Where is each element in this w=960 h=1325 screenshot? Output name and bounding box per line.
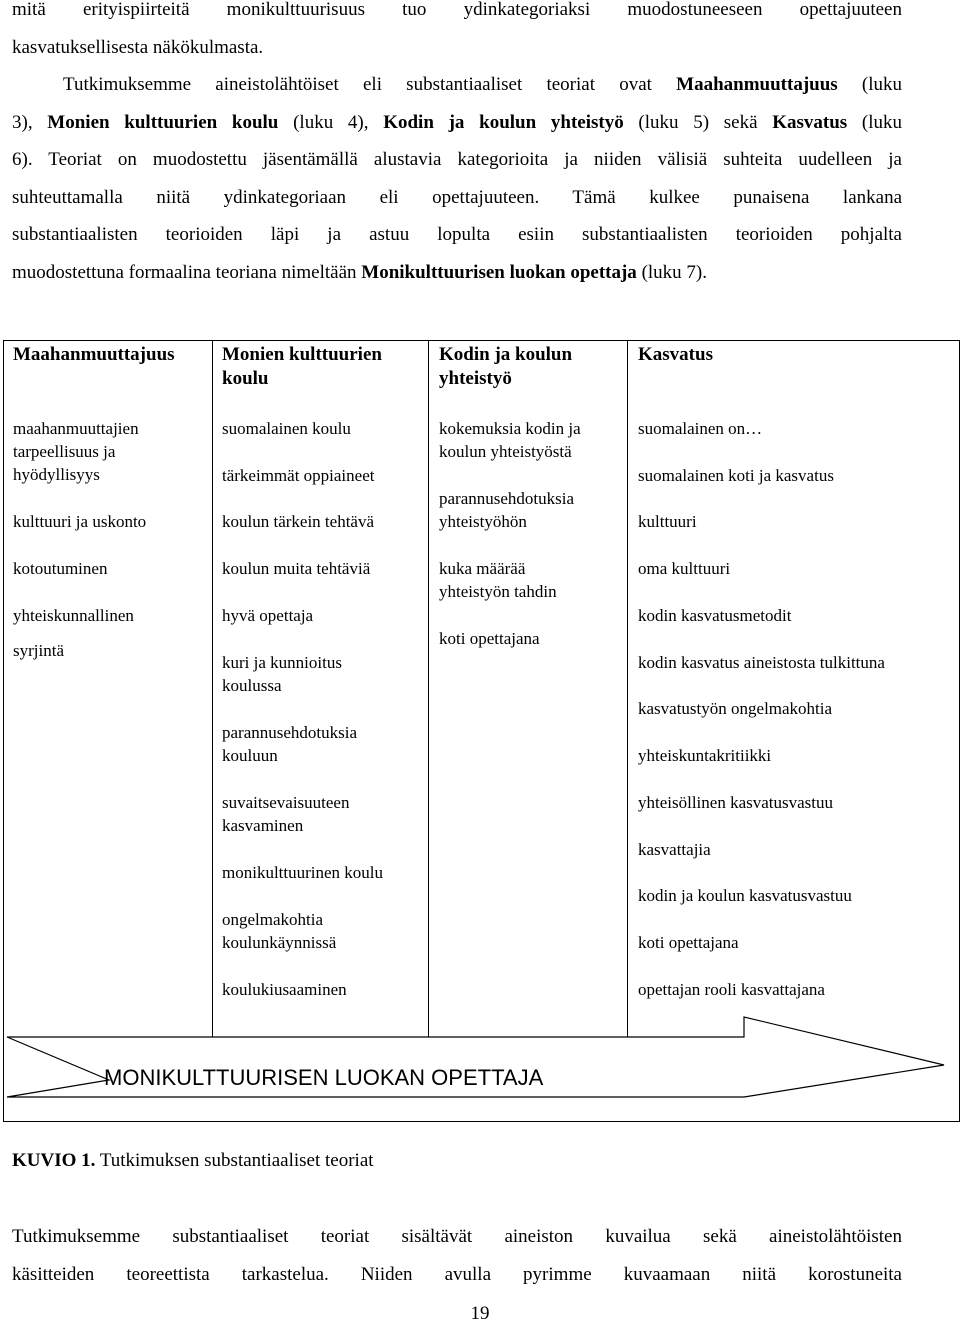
outro-line-1: Tutkimuksemme substantiaaliset teoriat sisältävät aineiston kuvailua sekä aineistolähtöisten xyxy=(12,1226,902,1247)
item-line: kuri ja kunnioitus xyxy=(222,653,342,672)
figure-caption xyxy=(12,1150,374,1172)
text-run: (luku 7). xyxy=(636,261,707,283)
item-line: kasvattajia xyxy=(638,840,711,859)
list-item xyxy=(638,464,834,487)
bold-term-monikulttuurisen-luokan-opettaja: Monikulttuurisen luokan opettaja xyxy=(361,261,637,283)
heading-line: koulu xyxy=(222,368,269,389)
item-line: suomalainen koulu xyxy=(222,419,351,438)
intro-line-3 xyxy=(12,66,902,104)
text-run: Tutkimuksemme aineistolähtöiset eli substantiaaliset teoriat ovat xyxy=(63,74,677,95)
list-item xyxy=(222,604,313,627)
column-heading-kodin-ja-koulun-yhteistyo xyxy=(439,343,572,391)
list-item xyxy=(222,557,370,580)
list-item xyxy=(222,721,357,767)
list-item xyxy=(638,417,762,440)
item-line: yhteiskunnallinen xyxy=(13,606,134,625)
bold-term-kasvatus: Kasvatus xyxy=(772,111,848,133)
item-line: kasvatustyön ongelmakohtia xyxy=(638,699,833,718)
column-heading-kasvatus xyxy=(638,343,713,367)
item-line: koulun yhteistyöstä xyxy=(439,442,572,461)
item-line: oma kulttuuri xyxy=(638,559,731,578)
item-line: monikulttuurinen koulu xyxy=(222,863,384,882)
heading-line: Monien kulttuurien xyxy=(222,344,382,365)
text-run: (luku xyxy=(837,74,903,95)
list-item xyxy=(222,791,349,837)
list-item xyxy=(439,417,581,463)
item-line: hyödyllisyys xyxy=(13,465,100,484)
list-item xyxy=(638,697,832,720)
list-item xyxy=(13,639,64,662)
item-line: opettajan rooli kasvattajana xyxy=(638,980,825,999)
item-line: kodin kasvatus aineistosta tulkittuna xyxy=(638,653,885,672)
caption-label: KUVIO 1. xyxy=(12,1150,96,1171)
figure-box xyxy=(3,340,960,1122)
column-heading-monien-kulttuurien-koulu xyxy=(222,343,382,391)
heading-line: Maahanmuuttajuus xyxy=(13,344,175,365)
list-item xyxy=(638,744,771,767)
item-line: koulun tärkein tehtävä xyxy=(222,512,375,531)
item-line: suomalainen koti ja kasvatus xyxy=(638,466,834,485)
bold-term-monien-kulttuurien-koulu: Monien kulttuurien koulu xyxy=(47,111,279,133)
list-item xyxy=(222,651,342,697)
list-item xyxy=(638,838,711,861)
list-item xyxy=(638,651,885,674)
item-line: kulttuuri xyxy=(638,512,697,531)
list-item xyxy=(638,604,791,627)
item-line: kasvaminen xyxy=(222,816,304,835)
list-item xyxy=(13,510,146,533)
item-line: kodin kasvatusmetodit xyxy=(638,606,792,625)
intro-line-2: kasvatuksellisesta näkökulmasta. xyxy=(12,36,264,58)
bold-term-kodin-ja-koulun-yhteistyo: Kodin ja koulun yhteistyö xyxy=(383,111,624,133)
text-run: 3), xyxy=(12,111,48,133)
item-line: kuka määrää xyxy=(439,559,526,578)
intro-line-6: suhteuttamalla niitä ydinkategoriaan eli opettajuuteen. Tämä kulkee punaisena lankana xyxy=(12,186,902,208)
intro-line-4 xyxy=(12,104,902,142)
list-item xyxy=(13,604,134,627)
bold-term-maahanmuuttajuus: Maahanmuuttajuus xyxy=(676,74,838,95)
item-line: yhteistyön tahdin xyxy=(439,582,557,601)
intro-line-5: 6). Teoriat on muodostettu jäsentämällä alustavia kategorioita ja niiden välisiä suhteita uudelleen ja xyxy=(12,149,902,170)
intro-line-1: mitä erityispiirteitä monikulttuurisuus tuo ydinkategoriaksi muodostuneeseen opettajuuteen xyxy=(12,0,902,20)
heading-line: Kodin ja koulun xyxy=(439,344,573,365)
list-item xyxy=(638,791,833,814)
list-item xyxy=(222,510,374,533)
heading-line: yhteistyö xyxy=(439,368,512,389)
item-line: tärkeimmät oppiaineet xyxy=(222,466,375,485)
text-run: (luku 4), xyxy=(278,111,384,133)
item-line: kotoutuminen xyxy=(13,559,108,578)
item-line: parannusehdotuksia xyxy=(222,723,358,742)
item-line: yhteistyöhön xyxy=(439,512,527,531)
item-line: koti opettajana xyxy=(638,933,739,952)
item-line: tarpeellisuus ja xyxy=(13,442,116,461)
item-line: koulukiusaaminen xyxy=(222,980,347,999)
page-number: 19 xyxy=(470,1303,490,1324)
intro-line-8 xyxy=(12,254,902,292)
list-item xyxy=(222,417,351,440)
item-line: parannusehdotuksia xyxy=(439,489,575,508)
text-run: (luku xyxy=(847,111,903,133)
list-item xyxy=(439,487,574,533)
item-line: kulttuuri ja uskonto xyxy=(13,512,147,531)
column-heading-maahanmuuttajuus xyxy=(13,343,175,367)
list-item xyxy=(638,931,739,954)
list-item xyxy=(222,908,336,954)
list-item xyxy=(638,884,852,907)
outro-line-2: käsitteiden teoreettista tarkastelua. Niiden avulla pyrimme kuvaamaan niitä korostuneita xyxy=(12,1263,902,1285)
list-item xyxy=(13,417,139,486)
intro-line-7: substantiaalisten teorioiden läpi ja astuu lopulta esiin substantiaalisten teorioiden pohjalta xyxy=(12,224,902,245)
caption-text: Tutkimuksen substantiaaliset teoriat xyxy=(95,1150,374,1171)
item-line: koti opettajana xyxy=(439,629,540,648)
item-line: maahanmuuttajien xyxy=(13,419,139,438)
intro-paragraph xyxy=(12,0,902,291)
item-line: koulunkäynnissä xyxy=(222,933,337,952)
item-line: ongelmakohtia xyxy=(222,910,324,929)
column-divider xyxy=(428,341,429,1038)
item-line: hyvä opettaja xyxy=(222,606,314,625)
list-item xyxy=(222,978,347,1001)
column-divider xyxy=(212,341,213,1038)
text-run: muodostettuna formaalina teoriana nimeltään xyxy=(12,261,362,283)
list-item xyxy=(439,627,540,650)
arrow-label: MONIKULTTUURISEN LUOKAN OPETTAJA xyxy=(104,1065,544,1090)
heading-line: Kasvatus xyxy=(638,344,713,365)
list-item xyxy=(439,557,557,603)
list-item xyxy=(222,861,383,884)
item-line: kouluun xyxy=(222,746,278,765)
item-line: syrjintä xyxy=(13,641,64,660)
column-divider xyxy=(627,341,628,1038)
list-item xyxy=(638,510,697,533)
outro-paragraph xyxy=(12,1218,902,1293)
list-item xyxy=(638,557,730,580)
list-item xyxy=(222,464,374,487)
item-line: kodin ja koulun kasvatusvastuu xyxy=(638,886,852,905)
text-run: (luku 5) sekä xyxy=(623,111,773,133)
item-line: suomalainen on… xyxy=(638,419,763,438)
item-line: yhteiskuntakritiikki xyxy=(638,746,772,765)
item-line: koulussa xyxy=(222,676,282,695)
item-line: suvaitsevaisuuteen xyxy=(222,793,350,812)
list-item xyxy=(13,557,107,580)
item-line: koulun muita tehtäviä xyxy=(222,559,371,578)
item-line: kokemuksia kodin ja xyxy=(439,419,581,438)
list-item xyxy=(638,978,825,1001)
item-line: yhteisöllinen kasvatusvastuu xyxy=(638,793,834,812)
